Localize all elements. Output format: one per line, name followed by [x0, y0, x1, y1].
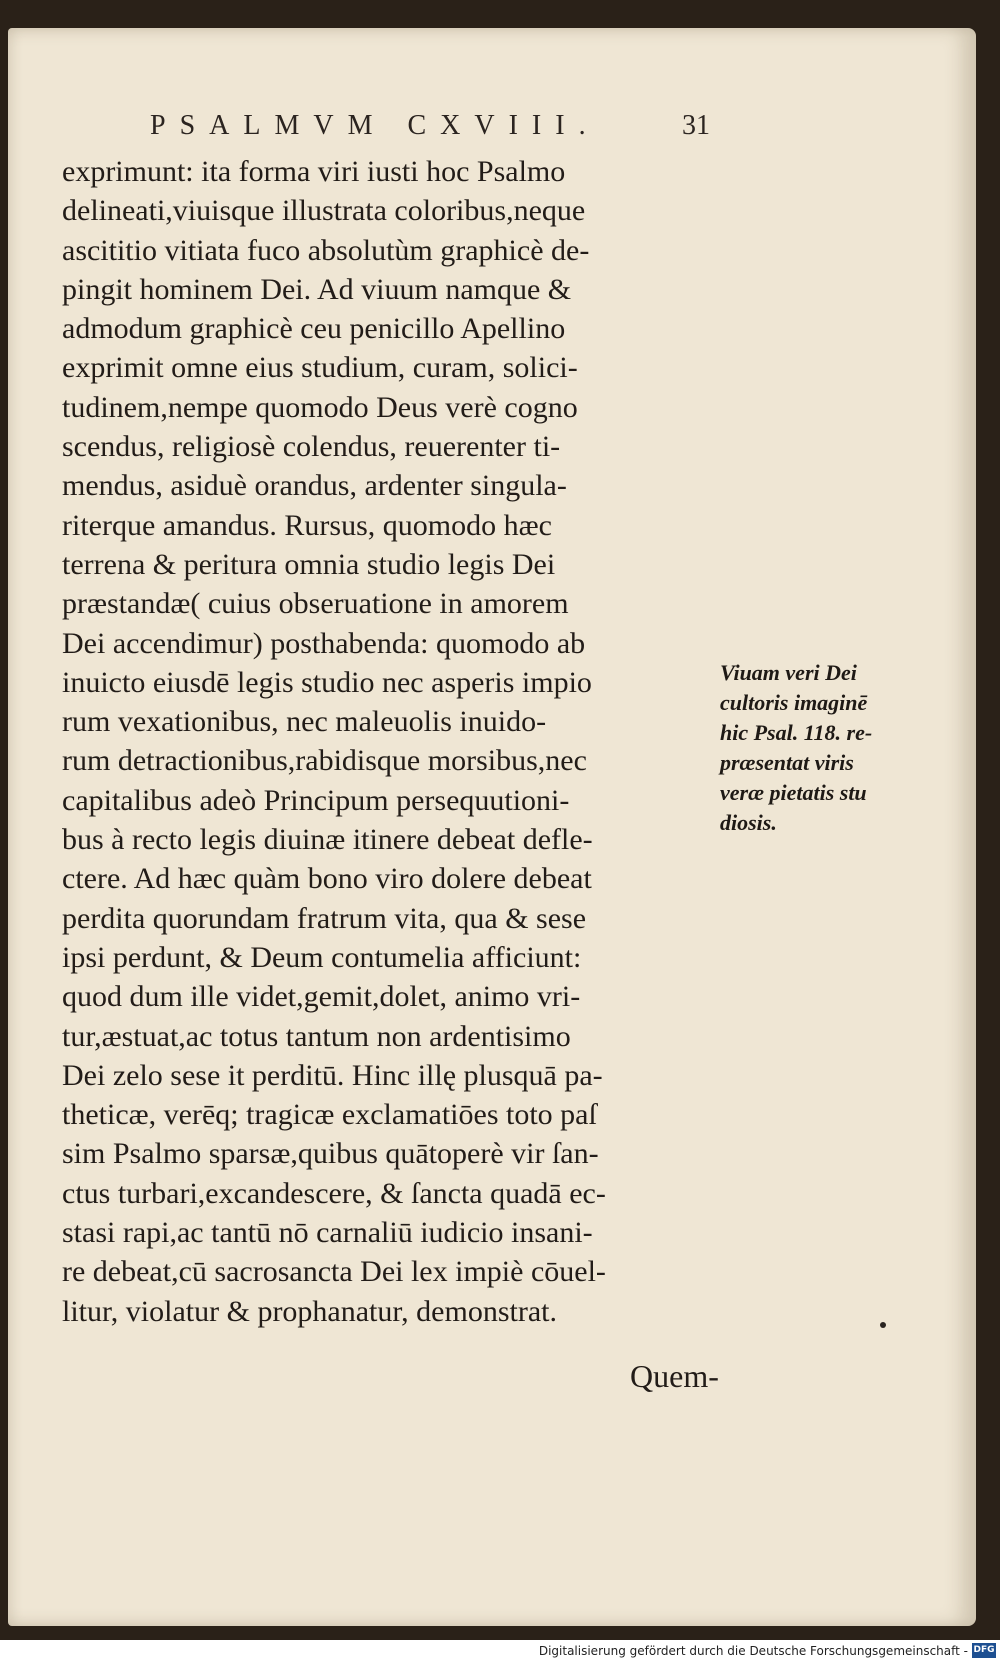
marginal-note-line: Viuam veri Dei [720, 660, 857, 685]
text-line: præstandæ( cuius obseruatione in amorem [62, 587, 569, 621]
text-line: exprimunt: ita forma viri iusti hoc Psalmo [62, 155, 566, 188]
text-line: delineati,viuisque illustrata coloribus,neque [62, 194, 586, 228]
text-line: inuicto eiusdē legis studio nec asperis impio [62, 665, 592, 699]
page-number: 31 [682, 110, 710, 141]
text-line: sim Psalmo sparsæ,quibus quātoperè vir ſan- [62, 1137, 599, 1171]
text-line: Dei accendimur) posthabenda: quomodo ab [62, 626, 586, 660]
text-line: riterque amandus. Rursus, quomodo hæc [62, 508, 552, 542]
text-line: ctere. Ad hæc quàm bono viro dolere debeat [62, 862, 592, 896]
text-line: ascititio vitiata fuco absolutùm graphicè de- [62, 233, 590, 267]
marginal-note-line: veræ pietatis stu [720, 780, 867, 805]
marginal-note-line: cultoris imaginē [720, 690, 868, 715]
text-line: mendus, asiduè orandus, ardenter singula- [62, 469, 567, 503]
text-line: admodum graphicè ceu penicillo Apellino [62, 312, 566, 346]
text-line: Dei zelo sese it perditū. Hinc illę plusquā pa- [62, 1058, 603, 1092]
ink-speck [880, 1322, 886, 1328]
text-line: perdita quorundam fratrum vita, qua & sese [62, 901, 587, 935]
text-line: rum vexationibus, nec maleuolis inuido- [62, 705, 547, 739]
text-line: terrena & peritura omnia studio legis Dei [62, 547, 556, 581]
marginal-note [720, 658, 920, 838]
text-line: capitalibus adeò Principum persequutioni- [62, 783, 570, 817]
text-line: stasi rapi,ac tantū nō carnaliū iudicio insani- [62, 1216, 593, 1250]
main-text-block [62, 152, 717, 1331]
text-line: rum detractionibus,rabidisque morsibus,nec [62, 744, 587, 778]
text-line: tudinem,nempe quomodo Deus verè cogno [62, 390, 578, 424]
funding-credit: Digitalisierung gefördert durch die Deutsche Forschungsgemeinschaft - [538, 1644, 968, 1658]
text-line: scendus, religiosè colendus, reuerenter ti- [62, 430, 561, 464]
text-line: quod dum ille videt,gemit,dolet, animo vri- [62, 980, 581, 1014]
marginal-note-line: hic Psal. 118. re- [720, 720, 873, 745]
footer-bar [0, 1640, 1000, 1665]
marginal-note-line: diosis. [720, 810, 777, 835]
text-line: exprimit omne eius studium, curam, solici- [62, 351, 578, 385]
text-line: litur, violatur & prophanatur, demonstrat. [62, 1294, 557, 1328]
marginal-note-line: præsentat viris [720, 750, 854, 775]
dfg-logo: DFG [972, 1643, 996, 1658]
text-line: ipsi perdunt, & Deum contumelia afficiunt: [62, 940, 582, 974]
text-line: theticæ, verēq; tragicæ exclamatiōes toto paſ [62, 1098, 597, 1132]
page-header [150, 110, 710, 146]
text-line: re debeat,cū sacrosancta Dei lex impiè cōuel- [62, 1255, 606, 1289]
running-head: PSALMVM CXVIII. [150, 110, 600, 141]
text-line: bus à recto legis diuinæ itinere debeat defle- [62, 823, 593, 857]
catchword: Quem- [630, 1358, 719, 1394]
text-line: ctus turbari,excandescere, & ſancta quadā ec- [62, 1176, 606, 1210]
text-line: pingit hominem Dei. Ad viuum namque & [62, 272, 572, 306]
text-line: tur,æstuat,ac totus tantum non ardentisimo [62, 1019, 571, 1053]
